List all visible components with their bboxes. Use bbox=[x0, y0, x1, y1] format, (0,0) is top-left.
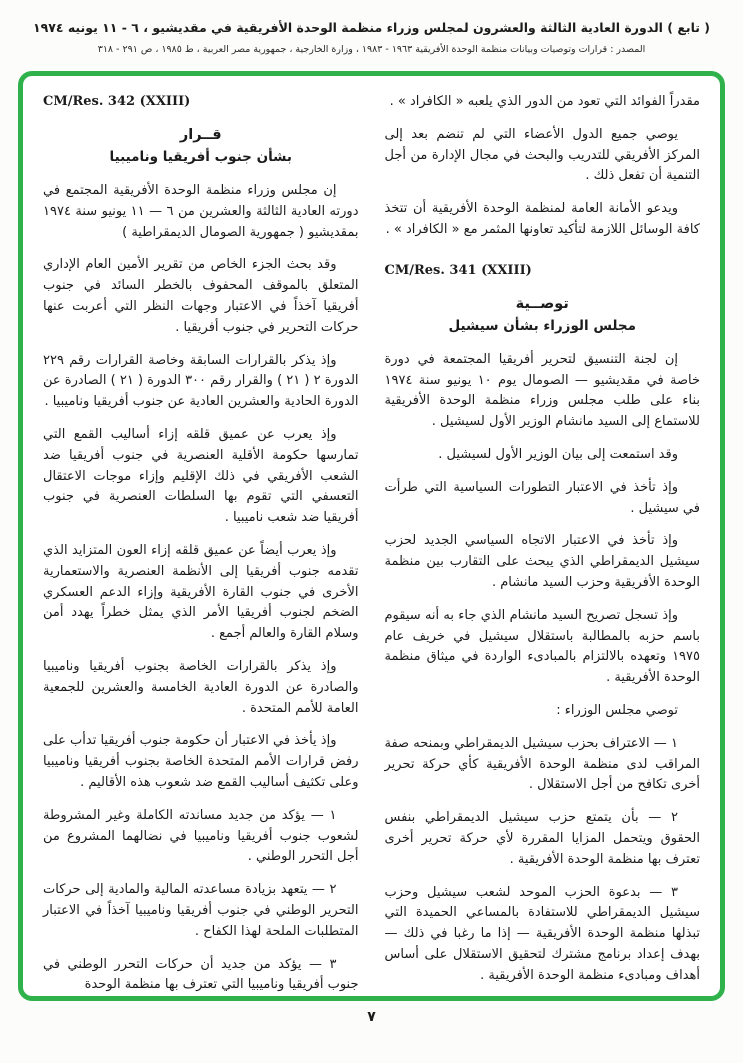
resolution-id: CM/Res. 342 (XXIII) bbox=[43, 94, 191, 109]
paragraph: وإذ يعرب عن عميق قلقه إزاء أساليب القمع التي تمارسها حكومة الأقلية العنصرية في جنوب أفريقيا ضد الشعب الأفريقي في ذلك الإقليم وإزاء موجات الاعتقال التعسفي التي تقوم بها السلطات العنصرية في جنوب أفريقيا ضد شعب ناميبيا . bbox=[43, 426, 359, 526]
paragraph: وإذ يذكر بالقرارات السابقة وخاصة القرارات رقم ٢٢٩ الدورة ٢ ( ٢١ ) والقرار رقم ٣٠٠ الدورة ( ٢١ ) الصادرة عن الدورة الحادية والعشرين العادية عن جنوب أفريقيا وناميبيا . bbox=[43, 352, 359, 410]
resolution-subtitle: بشأن جنوب أفريقيا وناميبيا bbox=[109, 149, 292, 165]
paragraph: ويدعو الأمانة العامة لمنظمة الوحدة الأفريقية أن تتخذ كافة الوسائل اللازمة لتأكيد تعاونها المثمر مع « الكافراد » . bbox=[384, 201, 700, 237]
page-footer bbox=[18, 1009, 725, 1025]
paragraph: وإذ يعرب أيضاً عن عميق قلقه إزاء العون المتزايد الذي تقدمه جنوب أفريقيا إلى الأنظمة العنصرية والاستعمارية الأخرى في جنوب القارة الأفريقية وإزاء الدعم العسكري الضخم لجنوب أفريقيا الأمر الذي يمثل خطراً يهدد أمن وسلام القارة والعالم أجمع . bbox=[43, 542, 359, 642]
green-border-frame bbox=[18, 71, 725, 1001]
paragraph: ١ — الاعتراف بحزب سيشيل الديمقراطي وبمنحه صفة المراقب لدى منظمة الوحدة الأفريقية كأي حركة تحرير أخرى تكافح من أجل الاستقلال . bbox=[384, 735, 700, 793]
paragraph: ٢ — بأن يتمتع حزب سيشيل الديمقراطي بنفس الحقوق ويتحمل المزايا المقررة لأي حركة تحرير أخرى تعترف بها منظمة الوحدة الأفريقية . bbox=[384, 810, 700, 867]
paragraph: يوصي جميع الدول الأعضاء التي لم تنضم بعد إلى المركز الأفريقي للتدريب والبحث في مجال الإدارة من أجل التنمية أن تفعل ذلك . bbox=[384, 126, 700, 184]
page-number: ٧ bbox=[367, 1009, 376, 1025]
resolution-id: CM/Res. 341 (XXIII) bbox=[384, 262, 532, 278]
header-source-note: المصدر : قرارات وتوصيات وبيانات منظمة الوحدة الأفريقية ١٩٦٣ - ١٩٨٣ ، وزارة الخارجية ، جمهورية مصر العربية ، ط ١٩٨٥ ، ص ٢٩١ - ٣١٨ bbox=[97, 44, 646, 55]
column-right bbox=[385, 92, 701, 984]
resolution-title: قــرار bbox=[179, 127, 222, 143]
paragraph: ٢ — يتعهد بزيادة مساعدته المالية والمادية إلى حركات التحرير الوطني في جنوب أفريقيا وناميبيا آخذاً في الاعتبار المتطلبات الملحة لهذا الكفاح . bbox=[43, 882, 359, 939]
paragraph: وإذ تأخذ في الاعتبار التطورات السياسية التي طرأت في سيشيل . bbox=[384, 479, 700, 516]
paragraph: وإذ تأخذ في الاعتبار الاتجاه السياسي الجديد لحزب سيشيل الديمقراطي الذي يبحث على التقارب بين منظمة الوحدة الأفريقية وحزب السيد مانشام . bbox=[384, 533, 700, 590]
column-left bbox=[43, 92, 359, 993]
paragraph: وقد بحث الجزء الخاص من تقرير الأمين العام الإداري المتعلق بالموقف المحفوف بالخطر السائد في جنوب أفريقيا آخذاً في الاعتبار وجهات النظر التي أعربت عنها حركات التحرير في جنوب أفريقيا . bbox=[43, 257, 359, 335]
paragraph: إن مجلس وزراء منظمة الوحدة الأفريقية المجتمع في دورته العادية الثالثة والعشرين من ٦ — ١١ يونيو سنة ١٩٧٤ بمقديشيو ( جمهورية الصومال الديمقراطية ) bbox=[43, 183, 359, 240]
paragraph: إن لجنة التنسيق لتحرير أفريقيا المجتمعة في دورة خاصة في مقديشيو — الصومال يوم ١٠ يونيو سنة ١٩٧٤ بناء على طلب مجلس وزراء منظمة الوحدة الأفريقية للاستماع إلى السيد مانشام الوزير الأول لسيشيل . bbox=[384, 351, 700, 430]
resolution-title: توصــية bbox=[515, 295, 569, 312]
paragraph: مقدراً الفوائد التي تعود من الدور الذي يلعبه « الكافراد » . bbox=[389, 94, 700, 109]
paragraph: وإذ يذكر بالقرارات الخاصة بجنوب أفريقيا وناميبيا والصادرة عن الدورة العادية الخامسة والعشرين للجمعية العامة للأمم المتحدة . bbox=[43, 658, 359, 716]
paragraph: وإذ يأخذ في الاعتبار أن حكومة جنوب أفريقيا تدأب على رفض قرارات الأمم المتحدة الخاصة بجنوب أفريقيا وناميبيا وعلى تكثيف أساليب القمع ضد شعوب هذه الأقاليم . bbox=[43, 733, 359, 790]
header-session-title: ( تابع ) الدورة العادية الثالثة والعشرون لمجلس وزراء منظمة الوحدة الأفريقية في مقديشيو ، ٦ - ١١ يونيه ١٩٧٤ bbox=[32, 20, 711, 35]
paragraph: ٣ — بدعوة الحزب الموحد لشعب سيشيل وحزب سيشيل الديمقراطي للاستفادة بالمساعي الحميدة التي تبذلها منظمة الوحدة الأفريقية — إذا ما رغبا في ذلك — بهدف إعداد برنامج مشترك لتحقيق الاستقلال على أساس أهداف ومبادىء منظمة الوحدة الأفريقية . bbox=[384, 884, 700, 983]
paragraph: ٣ — يؤكد من جديد أن حركات التحرر الوطني في جنوب أفريقيا وناميبيا التي تعترف بها منظمة الوحدة bbox=[43, 956, 359, 993]
paragraph: وقد استمعت إلى بيان الوزير الأول لسيشيل . bbox=[438, 446, 678, 462]
page-header bbox=[24, 20, 719, 55]
paragraph: وإذ تسجل تصريح السيد مانشام الذي جاء به أنه سيقوم باسم حزبه بالمطالبة باستقلال سيشيل في خريف عام ١٩٧٥ وتعهده بالالتزام بالمبادىء الواردة في ميثاق منظمة الوحدة الأفريقية . bbox=[384, 607, 700, 686]
paragraph: ١ — يؤكد من جديد مساندته الكاملة وغير المشروطة لشعوب جنوب أفريقيا وناميبيا في نضالهما المشروع من أجل التحرر الوطني . bbox=[43, 807, 359, 865]
paragraph: توصي مجلس الوزراء : bbox=[556, 702, 678, 718]
resolution-subtitle: مجلس الوزراء بشأن سيشيل bbox=[448, 317, 636, 334]
